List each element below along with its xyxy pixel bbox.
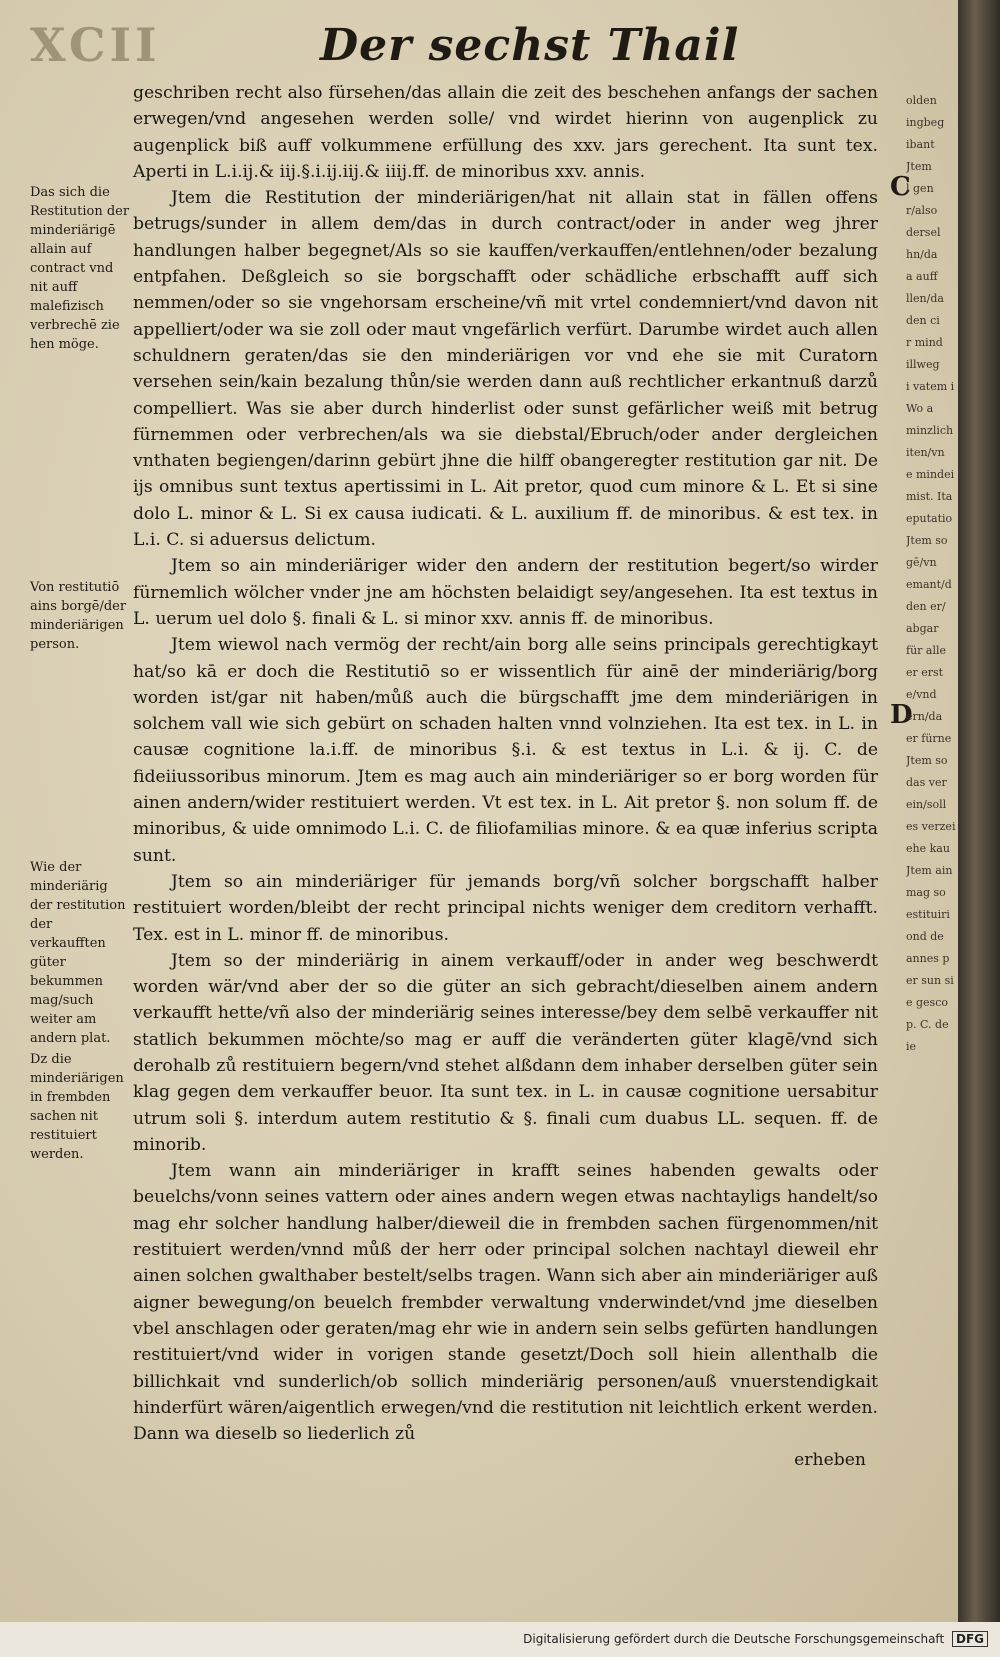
facing-page-fragment: dersel (906, 226, 941, 239)
facing-page-fragment: minzlich (906, 424, 954, 437)
facing-page-fragment: er fürne (906, 732, 952, 745)
facing-page-fragment: ie (906, 1040, 917, 1053)
paragraph: Jtem wiewol nach vermög der recht/ain borg alle seins principals gerechtigkayt hat/so kā er doch die Restitutiō so er wissentlich für ainē der minderiärig/borg worden ist/gar nit haben/můß auch die bürgschafft jme dem minderiärigen in solchem vall wie sich gebürt on schaden halten vnnd volnziehen. Ita est tex. in L. in causæ cognitione la.i.ff. de minoribus §.i. & est textus in L.i. & ij. C. de fideiiussoribus minorum. Jtem es mag auch ain minderiäriger so er borg worden für ainen andern/wider restituiert werden. Vt est tex. in L. Ait pretor §. non solum ff. de minoribus, & uide omnimodo L.i. C. de filiofamilias minore. & ea quæ inferius scripta sunt. (133, 635, 878, 866)
facing-page-fragment: ehe kau (906, 842, 950, 855)
marginal-note: Dz die minderiärigen in frembden sachen nit restituiert werden. (30, 1052, 124, 1162)
facing-page-fragment: ingbeg (906, 116, 945, 129)
facing-page-fragment: das ver (906, 776, 947, 789)
facing-page-fragment: estituiri (906, 908, 950, 921)
digitization-credit (523, 1632, 988, 1646)
running-header: Der sechst Thail (320, 20, 740, 71)
facing-page-fragment: e mindei (906, 468, 955, 481)
facing-page-fragment: er erst (906, 666, 944, 679)
facing-page-fragment: mist. Ita (906, 490, 953, 503)
credit-text: Digitalisierung gefördert durch die Deutsche Forschungsgemeinschaft (523, 1632, 945, 1646)
section-letter: D (890, 700, 913, 730)
paragraph: Jtem so der minderiärig in ainem verkauff/oder in ander weg beschwerdt worden wär/vnd aber der so die güter an sich gebracht/dieselben ainem andern verkaufft hette/vñ also der minderiärig seines interesse/bey dem selbē verkauffer nit statlich bekummen möchte/so mag er auff die veränderten güter klagē/vnd sich derohalb zů restituiern begern/vnd stehet alßdann dem inhaber derselben güter sein klag gegen dem verkauffer beuor. Ita sunt tex. in L. in causæ cognitione uersabitur utrum soli §. interdum autem restitutio & §. finali cum duabus LL. sequen. ff. de minorib. (133, 950, 878, 1155)
facing-page-fragment: illweg (906, 358, 940, 371)
facing-page-fragment: ond de (906, 930, 944, 943)
facing-page-fragment: Jtem ain (906, 864, 953, 877)
facing-page-fragment: ern/da (906, 710, 943, 723)
facing-page-fragment: i vatem i (906, 380, 955, 393)
facing-page-fragment: für alle (906, 644, 947, 657)
book-spine (958, 0, 1000, 1622)
facing-page-fragment: den ci (906, 314, 940, 327)
paragraph: Jtem wann ain minderiäriger in krafft seines habenden gewalts oder beuelchs/vonn seines vattern oder aines andern wegen etwas nachtayligs handelt/so mag ehr solcher handlung halber/dieweil die in frembden sachen fürgenommen/nit restituiert werden/vnnd můß der herr oder principal solchen nachtayl dieweil ehr ainen solchen gwalthaber bestelt/selbs tragen. Wann sich aber ain minderiäriger auß aigner bewegung/on beuelch frembder verwaltung vnderwindet/vnd jme dieselben vbel anschlagen oder geraten/mag ehr wie in andern sein selbs gefürten handlungen restituiert/vnd wider in vorigen stande gesetzt/Doch soll hiein allenthalb die billichkait vnd sunderlich/ob sollich minderiärig personen/auß vnuerstendigkait hinderfürt wären/aigentlich erwegen/vnd die restitution nit leichtlich erkent werden. Dann wa dieselb so liederlich zů (133, 1161, 878, 1445)
paragraph: Jtem die Restitution der minderiärigen/hat nit allain stat in fällen offens betrugs/sunder in allem dem/das in durch contract/oder in ander weg jhrer handlungen halber begegnet/Als so sie kauffen/verkauffen/entlehnen/oder bezalung entpfahen. Deßgleich so sie borgschafft oder schädliche erbschafft auff sich nemmen/oder so sie vngehorsam erscheine/vñ mit vrtel condemniert/vnd davon nit appelliert/oder wa sie zoll oder maut vngefärlich verfürt. Darumbe wirdet auch allen schuldnern geraten/das sie den minderiärigen vor vnd ehe sie mit Curatorn versehen sein/kain bezalung thůn/sie werden dann auß rechtlicher erkantnuß darzů compelliert. Was sie aber durch hinderlist oder sunst gefärlicher weiß mit betrug fürnemmen oder verbrechen/als wa sie diebstal/Ebruch/oder ander dergleichen vnthaten begiengen/darinn gebürt jhne die hilff obangeregter restitution gar nit. De ijs omnibus sunt textus apertissimi in L. Ait pretor, quod cum minore & L. Et si sine dolo L. minor & L. Si ex causa iudicati. & L. auxilium ff. de minoribus. & est tex. in L.i. C. si aduersus delictum. (133, 188, 878, 551)
facing-page-fragment: llen/da (906, 292, 944, 305)
facing-page-fragment: iten/vn (906, 446, 945, 459)
facing-page-fragment: annes p (906, 952, 950, 965)
marginal-note: Wie der minderiärig der restitution der verkaufften güter bekummen mag/such weiter am andern plat. (30, 860, 126, 1046)
facing-page-fragment: ibant (906, 138, 935, 151)
facing-page-fragment: e gesco (906, 996, 948, 1009)
facing-page-fragment: mag so (906, 886, 946, 899)
paragraph: Jtem so ain minderiäriger für jemands borg/vñ solcher borgschafft halber restituiert worden/bleibt der recht principal nichts weniger dem creditorn verhafft. Tex. est in L. minor ff. de minoribus. (133, 871, 878, 945)
main-text (133, 80, 878, 1474)
catchword: erheben (794, 1450, 866, 1471)
facing-page-fragment: er sun si (906, 974, 954, 987)
facing-page-fragment: eputatio (906, 512, 953, 525)
facing-page-fragment: r mind (906, 336, 943, 349)
facing-page-fragment: Jtem (906, 160, 932, 173)
facing-page-fragment: olden (906, 94, 937, 107)
facing-page-fragment: ein/soll (906, 798, 947, 811)
folio-number: XCII (30, 18, 161, 72)
facing-page-fragment: es verzei (906, 820, 956, 833)
facing-page-fragment: e/vnd (906, 688, 937, 701)
paragraph: geschriben recht also fürsehen/das allain die zeit des beschehen anfangs der sachen erwegen/vnd angesehen werden solle/ vnd wirdet hierinn von augenplick zu augenplick biß auff volkummene erfüllung des xxv. jars gerechent. Ita sunt tex. Aperti in L.i.ij.& iij.§.i.ij.iij.& iiij.ff. de minoribus xxv. annis. (133, 83, 878, 182)
facing-page-fragment: gē/vn (906, 556, 937, 569)
facing-page-fragment: hn/da (906, 248, 938, 261)
section-letter: C (890, 172, 911, 202)
facing-page-fragment: abgar (906, 622, 939, 635)
facing-page-fragment: emant/d (906, 578, 952, 591)
marginal-note: Von restitutiō ains borgē/der minderiärigen person. (30, 580, 127, 652)
facing-page-fragment: p. C. de (906, 1018, 949, 1031)
facing-page-fragments (906, 90, 958, 1058)
facing-page-fragment: a auff (906, 270, 938, 283)
facing-page-fragment: Wo a (906, 402, 934, 415)
facing-page-fragment: Jtem so (906, 534, 948, 547)
dfg-logo: DFG (952, 1631, 988, 1647)
facing-page-fragment: Jtem so (906, 754, 948, 767)
facing-page-fragment: r/also (906, 204, 938, 217)
facing-page-fragment: l gen (906, 182, 934, 195)
paragraph: Jtem so ain minderiäriger wider den andern der restitution begert/so wirder fürnemlich wölcher vnder jne am höchsten belaidigt sey/angesehen. Ita est textus in L. uerum uel dolo §. finali & L. si minor xxv. annis ff. de minoribus. (133, 556, 878, 629)
marginal-note: Das sich die Restitution der minderiärigē allain auf contract vnd nit auff malefizisch verbrechē zie hen möge. (30, 185, 130, 352)
facing-page-fragment: den er/ (906, 600, 946, 613)
